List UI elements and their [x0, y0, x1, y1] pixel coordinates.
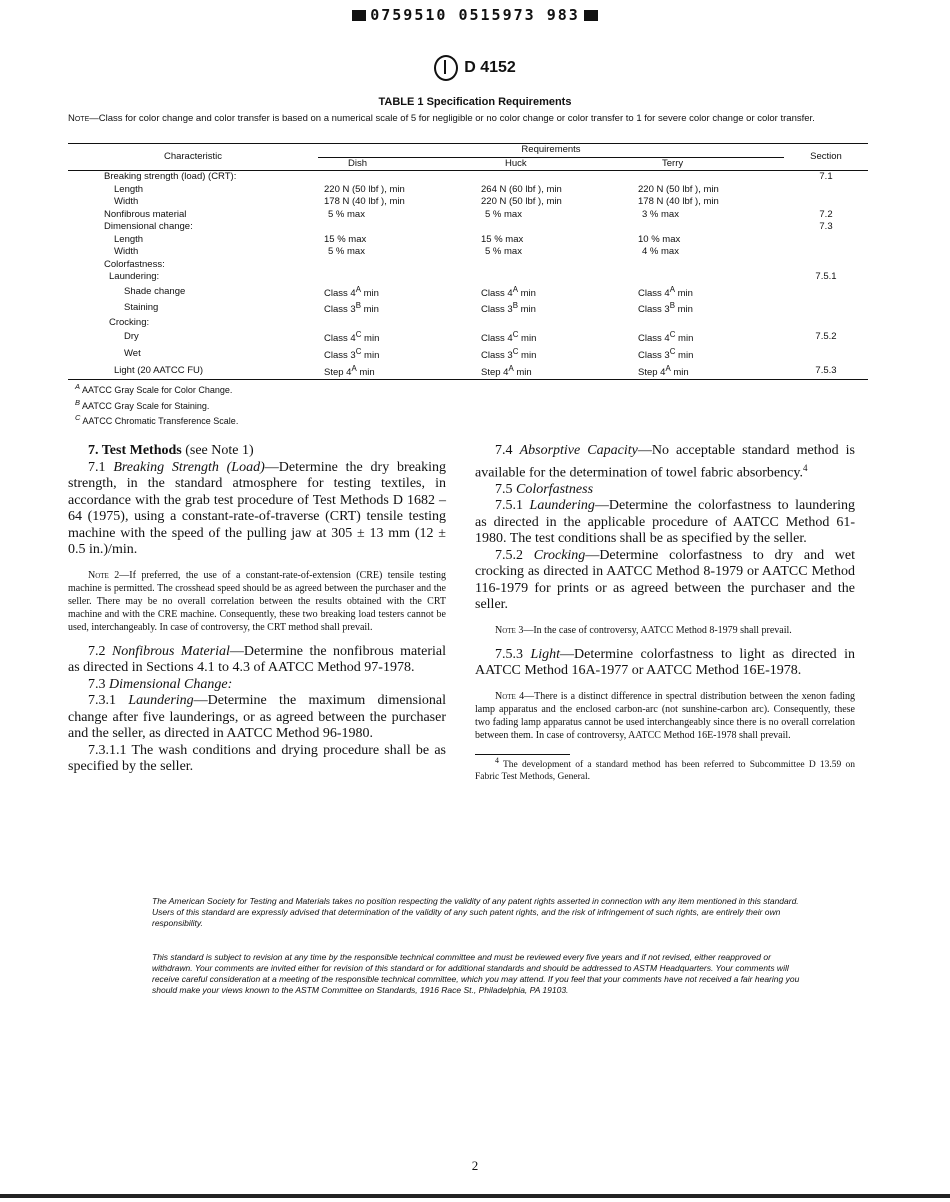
- cell-huck: Step $4^A$ min: [475, 363, 632, 380]
- cell-huck: 5 % max: [485, 246, 522, 257]
- cell-characteristic: Wet: [124, 348, 141, 360]
- cell-section: 7.5.2: [815, 331, 837, 343]
- barcode-block-right: [584, 10, 598, 21]
- cell-terry: Class $4^A$ min: [638, 284, 693, 299]
- cell-characteristic: Light (20 AATCC FU): [68, 363, 318, 380]
- bottom-edge: [0, 1194, 950, 1198]
- section-7-3-1-1: 7.3.1.1 The wash conditions and drying procedure shall be as specified by the seller.: [68, 742, 446, 774]
- cell-dish: 5 % max: [328, 208, 365, 220]
- cell-dish: 178 N (40 lbf ), min: [324, 196, 405, 207]
- section-7-5: 7.5 Colorfastness: [495, 481, 594, 497]
- cell-terry: Class $3^C$ min: [638, 346, 694, 362]
- cell-terry: 10 % max: [638, 233, 681, 245]
- table-row: [68, 171, 868, 184]
- cell-huck: Class $4^C$ min: [481, 330, 537, 345]
- cell-section: 7.1: [819, 171, 833, 182]
- footnote-c: $^C$ AATCC Chromatic Transference Scale.: [75, 413, 239, 426]
- cell-dish: Class $4^A$ min: [324, 284, 379, 299]
- cell-huck: Class $3^C$ min: [481, 346, 537, 362]
- cell-terry: 3 % max: [642, 208, 679, 220]
- cell-characteristic: Length: [114, 183, 144, 195]
- cell-characteristic: Shade change: [124, 285, 186, 297]
- cell-huck: Class $4^A$ min: [481, 284, 536, 299]
- left-column: [68, 443, 446, 776]
- table-row: [68, 363, 868, 380]
- cell-characteristic: Crocking:: [109, 316, 150, 328]
- table-row: [68, 246, 868, 259]
- section-7-heading: 7. Test Methods (see Note 1): [88, 443, 254, 458]
- cell-characteristic: Staining: [124, 302, 159, 314]
- revision-notice: This standard is subject to revision at any time by the responsible technical committee and must be reviewed every five years and if not revised, either reapproved or withdrawn. Your comments are invited either for revision of this standard or for additional standards and should be addressed to ASTM Headquarters. Your comments will receive careful consideration at a meeting of the responsible technical committee, which you may attend. If you feel that your comments have not received a fair hearing you should make your views known to the ASTM Committee on Standards, 1916 Race St., Philadelphia, PA 19103.: [152, 952, 800, 995]
- astm-logo-icon: [434, 55, 458, 81]
- section-7-5-1: 7.5.1 Laundering—Determine the colorfastness to laundering as directed in the applicable procedure of AATCC Method 61-1980. The test conditions shall be as specified by the seller.: [475, 498, 855, 547]
- section-7-4: 7.4 Absorptive Capacity—No acceptable standard method is available for the determination of towel fabric absorbency.$^4$: [475, 443, 855, 481]
- standard-header: [0, 55, 950, 81]
- cell-section: 7.5.3: [784, 363, 868, 380]
- cell-characteristic: Length: [114, 233, 144, 245]
- cell-characteristic: Width: [114, 246, 139, 257]
- table-title: TABLE 1 Specification Requirements: [378, 96, 572, 108]
- cell-characteristic: Dry: [124, 331, 139, 343]
- barcode-block-left: [352, 10, 366, 21]
- cell-section: 7.3: [819, 221, 833, 232]
- cell-characteristic: Nonfibrous material: [104, 208, 187, 220]
- section-7-3: 7.3 Dimensional Change:: [88, 676, 233, 692]
- cell-characteristic: Colorfastness:: [104, 258, 165, 270]
- cell-huck: 264 N (60 lbf ), min: [481, 183, 562, 195]
- cell-dish: 15 % max: [324, 233, 367, 245]
- right-column: [475, 443, 855, 783]
- table-row: [68, 196, 868, 209]
- table-row: [68, 234, 868, 247]
- footnote-a: $^A$ AATCC Gray Scale for Color Change.: [75, 382, 233, 395]
- col-section: Section: [784, 144, 868, 171]
- barcode: [0, 6, 950, 24]
- cell-terry: 220 N (50 lbf ), min: [638, 183, 719, 195]
- cell-huck: 5 % max: [485, 208, 522, 220]
- cell-terry: Class $4^C$ min: [638, 330, 694, 345]
- cell-section: 7.2: [819, 208, 833, 220]
- table-note-label: Note: [68, 113, 90, 124]
- cell-dish: Step $4^A$ min: [318, 363, 475, 380]
- section-7-2: 7.2 Nonfibrous Material—Determine the nonfibrous material as directed in Sections 4.1 to 4.3 of AATCC Method 97-1978.: [68, 643, 447, 675]
- section-7-3-1: 7.3.1 Laundering—Determine the maximum dimensional change after five launderings, or as agreed between the purchaser and the seller, as directed in AATCC Method 96-1980.: [68, 693, 446, 741]
- note-3: Note 3—In the case of controversy, AATCC Method 8-1979 shall prevail.: [495, 624, 792, 636]
- table-footnotes: [75, 381, 238, 428]
- table-row: [68, 184, 868, 197]
- col-huck: Huck: [475, 157, 632, 171]
- cell-huck: 15 % max: [481, 233, 524, 245]
- col-terry: Terry: [632, 157, 784, 171]
- cell-dish: 220 N (50 lbf ), min: [324, 183, 405, 195]
- table-note: [68, 113, 868, 125]
- standard-designation: D 4152: [464, 59, 516, 77]
- footnote-b: $^B$ AATCC Gray Scale for Staining.: [75, 397, 210, 411]
- cell-characteristic: Width: [114, 196, 139, 207]
- section-7-1: 7.1 Breaking Strength (Load)—Determine the dry breaking strength, in the standard atmosphere for testing textiles, in accordance with the grab test procedure of Test Methods D 1682 – 64 (1975), using a constant-rate-of-traverse (CRT) tensile testing machine with the speed of the pulling jaw at 305 ± 13 mm (12 ± 0.5 in.)/min.: [68, 459, 447, 557]
- col-characteristic: Characteristic: [68, 144, 318, 171]
- specification-table: [68, 143, 868, 380]
- cell-terry: 4 % max: [642, 246, 679, 257]
- table-row: [68, 317, 868, 330]
- cell-dish: 5 % max: [328, 246, 365, 257]
- cell-characteristic: Breaking strength (load) (CRT):: [104, 171, 237, 182]
- cell-characteristic: Laundering:: [109, 271, 160, 282]
- section-7-5-2: 7.5.2 Crocking—Determine colorfastness to dry and wet crocking as directed in AATCC Method 8-1979 or AATCC Method 116-1979 for prints or as agreed between the purchaser and the seller.: [475, 547, 856, 613]
- table-row: [68, 221, 868, 234]
- section-7-5-3: 7.5.3 Light—Determine colorfastness to light as directed in AATCC Method 16A-1977 or AATCC Method 16E-1978.: [475, 646, 855, 679]
- patent-notice: The American Society for Testing and Materials takes no position respecting the validity of any patent rights asserted in connection with any item mentioned in this standard. Users of this standard are expressly advised that determination of the validity of any such patent rights, and the risk of infringement of such rights, are entirely their own responsibility.: [152, 896, 799, 928]
- note-4: Note 4—There is a distinct difference in spectral distribution between the xenon fading lamp apparatus and the enclosed carbon-arc (not sunshine-carbon arc). Consequently, these two fading lamp apparatus cannot be used interchangeably since there is no overall correlation between them. In case of controversy, AATCC Method 16E-1978 shall prevail.: [475, 690, 855, 741]
- cell-section: 7.5.1: [815, 271, 837, 282]
- cell-terry: 178 N (40 lbf ), min: [638, 196, 719, 207]
- cell-characteristic: Dimensional change:: [104, 221, 193, 232]
- cell-huck: Class $3^B$ min: [481, 301, 536, 316]
- cell-huck: 220 N (50 lbf ), min: [481, 196, 562, 207]
- table-row: [68, 284, 868, 301]
- cell-dish: Class $3^C$ min: [324, 346, 380, 362]
- note-2: Note 2—If preferred, the use of a constant-rate-of-extension (CRE) tensile testing machine is permitted. The crosshead speed should be as agreed between the purchaser and the seller. There may be no overall correlation between the results obtained with the CRT machine and with the CRE machine. Consequently, these two breaking load testers cannot be used, interchangeably. In case of controversy, the CRT method shall prevail.: [68, 569, 446, 633]
- page-number: 2: [471, 1158, 479, 1173]
- table-note-text: —Class for color change and color transfer is based on a numerical scale of 5 for negligible or no color change or color transfer to 1 for severe color change or color transfer.: [89, 113, 815, 124]
- table-row: [68, 209, 868, 222]
- table-row: [68, 329, 868, 346]
- table-row: [68, 271, 868, 284]
- cell-dish: Class $4^C$ min: [324, 330, 380, 345]
- cell-terry: Step $4^A$ min: [632, 363, 784, 380]
- table-row: [68, 300, 868, 317]
- table-row: [68, 346, 868, 363]
- col-dish: Dish: [318, 157, 475, 171]
- cell-terry: Class $3^B$ min: [638, 301, 693, 316]
- table-row: [68, 259, 868, 272]
- footnote-4: $^4$ The development of a standard method has been referred to Subcommittee D 13.59 on Fabric Test Methods, General.: [475, 755, 855, 782]
- col-requirements: Requirements: [318, 144, 784, 158]
- barcode-text: 0759510 0515973 983: [370, 6, 580, 24]
- cell-dish: Class $3^B$ min: [324, 301, 379, 316]
